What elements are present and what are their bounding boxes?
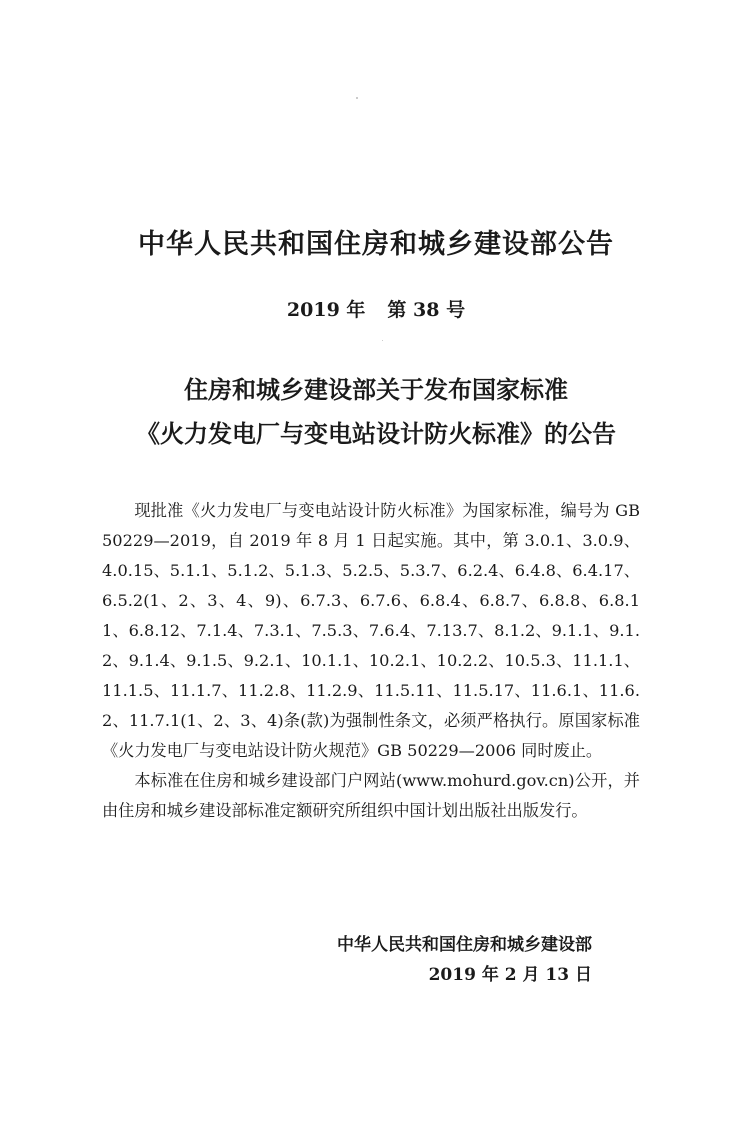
page-title: 中华人民共和国住房和城乡建设部公告 bbox=[138, 229, 614, 260]
body-paragraph-approval: 现批准《火力发电厂与变电站设计防火标准》为国家标准，编号为 GB 50229—2019，自 2019 年 8 月 1 日起实施。其中，第 3.0.1、3.0.9、4.0.15、5.1.1、5.1.2、5.1.3、5.2.5、5.3.7、6.2.4、6.4.8、6.4.17、6.5.2(1、2、3、4、9)、6.7.3、6.7.6、6.8.4、6.8.7、6.8.8、6.8.11、6.8.12、7.1.4、7.3.1、7.5.3、7.6.4、7.13.7、8.1.2、9.1.1、9.1.2、9.1.4、9.1.5、9.2.1、10.1.1、10.2.1、10.2.2、10.5.3、11.1.1、11.1.5、11.1.7、11.2.8、11.2.9、11.5.11、11.5.17、11.6.1、11.6.2、11.7.1(1、2、3、4)条(款)为强制性条文，必须严格执行。原国家标准《火力发电厂与变电站设计防火规范》GB 50229—2006 同时废止。 bbox=[102, 501, 640, 760]
scan-speck bbox=[382, 340, 383, 341]
issue-date: 2019 年 2 月 13 日 bbox=[428, 965, 592, 985]
announcement-title-line1: 住房和城乡建设部关于发布国家标准 bbox=[184, 375, 568, 404]
body-paragraph-publication: 本标准在住房和城乡建设部门户网站(www.mohurd.gov.cn)公开，并由住房和城乡建设部标准定额研究所组织中国计划出版社出版发行。 bbox=[102, 771, 640, 820]
announcement-body bbox=[102, 496, 640, 826]
bulletin-year: 2019 年 bbox=[286, 299, 366, 321]
signature-block bbox=[337, 930, 592, 990]
issuer-name: 中华人民共和国住房和城乡建设部 bbox=[337, 935, 592, 955]
announcement-title bbox=[0, 368, 752, 456]
announcement-title-line2: 《火力发电厂与变电站设计防火标准》的公告 bbox=[136, 419, 616, 448]
bulletin-issue: 第 38 号 bbox=[387, 299, 466, 321]
bulletin-number bbox=[0, 295, 752, 322]
scan-speck bbox=[356, 97, 358, 99]
